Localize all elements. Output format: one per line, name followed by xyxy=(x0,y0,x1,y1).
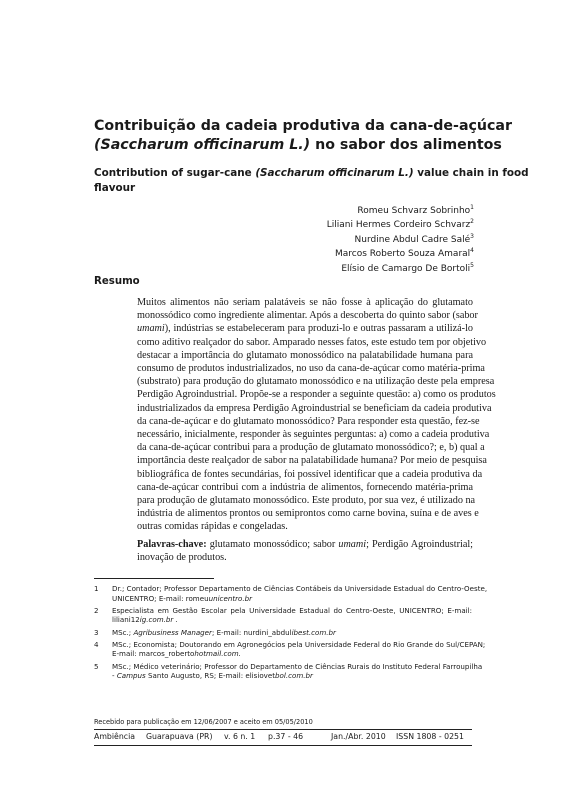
english-title-part-1: Contribution of sugar-cane xyxy=(94,167,256,179)
title-species-name: (Saccharum officinarum L.) xyxy=(94,137,311,153)
footnote-number: 1 xyxy=(94,584,99,593)
footnote xyxy=(94,628,472,638)
english-title-line-1 xyxy=(94,166,529,181)
footer-issn: ISSN 1808 - 0251 xyxy=(396,732,464,741)
abstract-line: cana-de-açúcar contribui com a indústria de alimentos, fornecendo matéria-prima xyxy=(137,481,473,493)
footnotes xyxy=(94,584,488,683)
abstract-line: monossódico como ingrediente alimentar. Após a descoberta do quinto sabor (sabor xyxy=(137,310,478,322)
author-3 xyxy=(327,233,474,247)
footer-volume: v. 6 n. 1 xyxy=(224,732,256,741)
footnote xyxy=(94,584,488,603)
page-footer xyxy=(94,732,472,744)
abstract-line: importância deste realçador de sabor na palatabilidade humana? Por meio de pesquisa xyxy=(137,455,487,467)
footnote-number: 2 xyxy=(94,605,99,615)
english-title-part-2: value chain in food xyxy=(413,167,529,179)
footer-rule-top xyxy=(94,729,472,730)
author-name: Romeu Schvarz Sobrinho xyxy=(357,206,471,216)
footnote-line: UNICENTRO; E-mail: romeuunicentro.br xyxy=(112,593,253,603)
author-name: Elísio de Camargo De Bortoli xyxy=(341,263,471,274)
author-footnote-ref: 5 xyxy=(470,261,474,269)
author-footnote-ref: 2 xyxy=(470,218,474,226)
received-date: Recebido para publicação em 12/06/2007 e aceito em 05/05/2010 xyxy=(94,718,313,726)
author-5 xyxy=(327,262,474,276)
author-name: Nurdine Abdul Cadre Salé xyxy=(354,234,471,245)
author-name: Liliani Hermes Cordeiro Schvarz xyxy=(326,220,471,231)
footnote-number: 4 xyxy=(94,639,99,649)
footnote-line: E-mail: marcos_robertohotmail.com. xyxy=(112,649,241,659)
abstract-line: umami), indústrias se estabeleceram para produzi-lo e outras passaram a utilizá-lo xyxy=(137,323,473,335)
title-line-1: Contribuição da cadeia produtiva da cana-de-açúcar xyxy=(94,118,513,134)
footnote-line: Dr.; Contador; Professor Departamento de Ciências Contábeis da Universidade Estadual do Centro-Oeste, xyxy=(112,584,488,593)
footnote-line: MSc.; Médico veterinário; Professor do Departamento de Ciências Rurais do Instituto Federal Farroupilha xyxy=(112,661,483,671)
abstract-heading: Resumo xyxy=(94,276,140,287)
footnote-line: liliani12ig.com.br . xyxy=(112,615,178,625)
abstract-line: consumo de produtos industrializados, no uso da cana-de-açúcar como matéria-prima xyxy=(137,363,485,375)
english-title-line-2: flavour xyxy=(94,182,136,194)
title-line-2 xyxy=(94,136,502,155)
footnote-number: 5 xyxy=(94,661,99,671)
abstract-line: destacar a importância do glutamato monossódico na palatabilidade humana para xyxy=(137,349,473,361)
keywords-line-2: inovação de produtos. xyxy=(137,551,227,563)
keywords-label: Palavras-chave: xyxy=(137,538,207,550)
footnote xyxy=(94,606,472,625)
abstract-body xyxy=(137,296,496,564)
abstract-line: da cana-de-açúcar contribui para a produção de glutamato monossódico?; e, b) qual a xyxy=(137,442,485,454)
footer-pages: p.37 - 46 xyxy=(268,732,304,741)
abstract-line: industrializados da empresa Perdigão Agroindustrial se beneficiam da cadeia produtiva xyxy=(137,402,492,414)
author-footnote-ref: 4 xyxy=(470,247,474,255)
abstract-line: indústria de alimentos prontos ou semiprontos como carne bovina, suína e de aves e xyxy=(137,508,479,520)
article-title xyxy=(94,117,513,155)
keywords xyxy=(137,538,473,564)
abstract-line: bibliográfica de fontes secundárias, foi possível identificar que a cadeia produtiva da xyxy=(137,468,483,480)
english-title xyxy=(94,166,529,196)
author-2 xyxy=(327,218,474,232)
abstract-line: para produção de glutamato monossódico. Este produto, por sua vez, é utilizado na xyxy=(137,495,476,507)
english-title-species-name: (Saccharum officinarum L.) xyxy=(255,167,414,179)
footer-date: Jan./Abr. 2010 xyxy=(331,732,386,741)
footer-rule-bottom xyxy=(94,745,472,746)
abstract-text xyxy=(137,296,496,534)
footnote-line: MSc.; Agribusiness Manager; E-mail: nurdini_abdulibest.com.br xyxy=(112,627,336,637)
author-footnote-ref: 3 xyxy=(470,232,474,240)
author-footnote-ref: 1 xyxy=(470,204,474,211)
footnote xyxy=(94,639,486,659)
footnote-line: Especialista em Gestão Escolar pela Universidade Estadual do Centro-Oeste, UNICENTRO; E-mail: xyxy=(112,605,472,615)
footnote xyxy=(94,661,483,681)
abstract-line: Perdigão Agroindustrial. Propõe-se a responder a seguinte questão: a) como os produtos xyxy=(137,389,496,401)
footnote-line: MSc.; Economista; Doutorando em Agronegócios pela Universidade Federal do Rio Grande do Sul/CEPAN; xyxy=(112,639,486,649)
title-line-2-rest: no sabor dos alimentos xyxy=(310,137,502,153)
abstract-line: (substrato) para produção do glutamato monossódico e na utilização deste pela empresa xyxy=(137,376,495,388)
footnote-number: 3 xyxy=(94,627,99,637)
footnote-separator xyxy=(94,578,214,579)
abstract-line: Muitos alimentos não seriam palatáveis se não fosse à aplicação do glutamato xyxy=(137,297,473,308)
abstract-line: como aditivo realçador do sabor. Amparado nesses fatos, este estudo tem por objetivo xyxy=(137,336,487,348)
footer-location: Guarapuava (PR) xyxy=(146,732,213,741)
footer-journal: Ambiência xyxy=(94,732,136,741)
author-name: Marcos Roberto Souza Amaral xyxy=(335,249,471,260)
author-1 xyxy=(327,204,474,218)
abstract-line: outras comidas rápidas e congeladas. xyxy=(137,521,288,533)
author-4 xyxy=(327,247,474,261)
footnote-line: - Campus Santo Augusto, RS; E-mail: elisiovetbol.com.br xyxy=(112,671,313,681)
abstract-line: da cana-de-açúcar e do glutamato monossódico? Para responder esta questão, fez-se xyxy=(137,415,480,427)
abstract-line: necessário, inicialmente, responder às seguintes perguntas: a) como a cadeia produtiva xyxy=(137,429,490,441)
keywords-line-1 xyxy=(137,538,473,551)
author-list xyxy=(327,204,474,276)
keywords-text: glutamato monossódico; sabor umami; Perdigão Agroindustrial; xyxy=(206,538,473,550)
